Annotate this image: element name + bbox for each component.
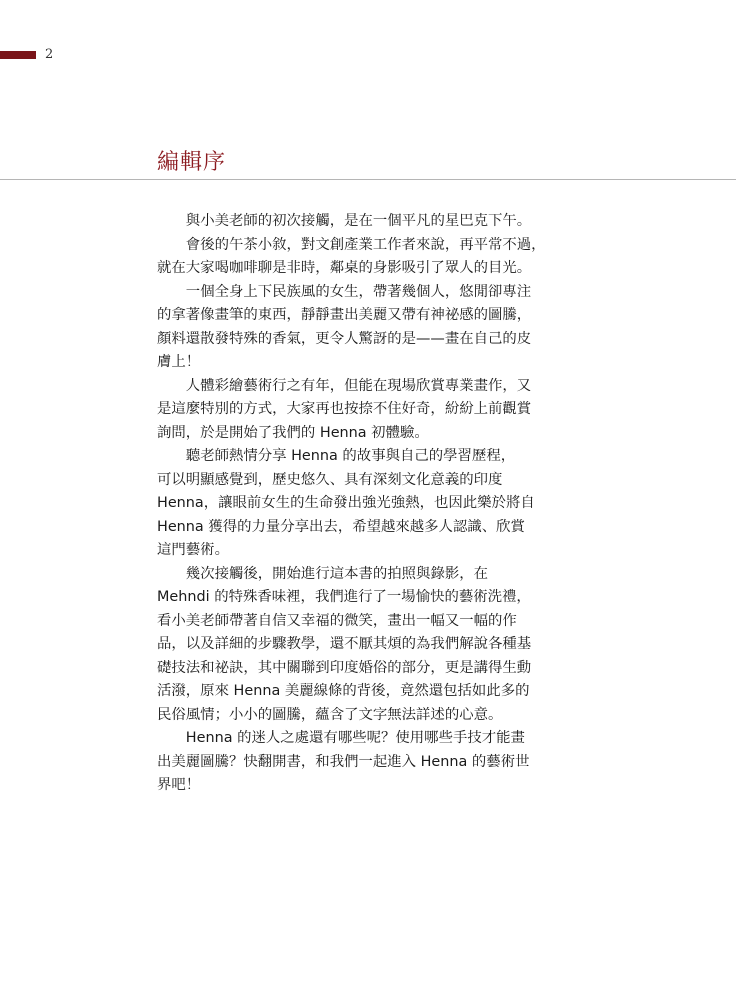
paragraph: 與小美老師的初次接觸，是在一個平凡的星巴克下午。: [185, 213, 532, 229]
page-marker-bar: [0, 51, 36, 59]
page-number: 2: [45, 47, 54, 62]
title-divider: [0, 179, 736, 180]
paragraph: Henna 的迷人之處還有哪些呢？使用哪些手技才能畫 出美麗圖騰？快翻開書，和我們一起進入 Henna 的藝術世 界吧！: [157, 730, 530, 793]
paragraph: 幾次接觸後，開始進行這本書的拍照與錄影，在 Mehndi 的特殊香味裡，我們進行了一場愉快的藝術洗禮， 看小美老師帶著自信又幸福的微笑，畫出一幅又一幅的作 品，以及詳細的步驟教學，還不厭其煩的為我們解說各種基 礎技法和祕訣，其中關聯到印度婚俗的部分，更是講得生動 活潑，原來 Henna 美麗線條的背後，竟然還包括如此多的 民俗風情；小小的圖騰，蘊含了文字無法詳述的心意。: [157, 565, 532, 723]
section-title: 編輯序: [157, 150, 227, 175]
paragraph: 會後的午茶小敘，對文創產業工作者來說，再平常不過， 就在大家喝咖啡聊是非時，鄰桌的身影吸引了眾人的目光。: [157, 236, 546, 276]
paragraph: 聽老師熱情分享 Henna 的故事與自己的學習歷程， 可以明顯感覺到，歷史悠久、具有深刻文化意義的印度 Henna，讓眼前女生的生命發出強光強熱，也因此樂於將自 Henna 獲得的力量分享出去，希望越來越多人認識、欣賞 這門藝術。: [157, 448, 535, 558]
preface-body: [157, 210, 565, 798]
paragraph: 人體彩繪藝術行之有年，但能在現場欣賞專業畫作，又 是這麼特別的方式，大家再也按捺不住好奇，紛紛上前觀賞 詢問，於是開始了我們的 Henna 初體驗。: [157, 377, 532, 441]
paragraph: 一個全身上下民族風的女生，帶著幾個人，悠閒卻專注 的拿著像畫筆的東西，靜靜畫出美麗又帶有神祕感的圖騰， 顏料還散發特殊的香氣，更令人驚訝的是——畫在自己的皮 膚上！: [157, 283, 532, 370]
